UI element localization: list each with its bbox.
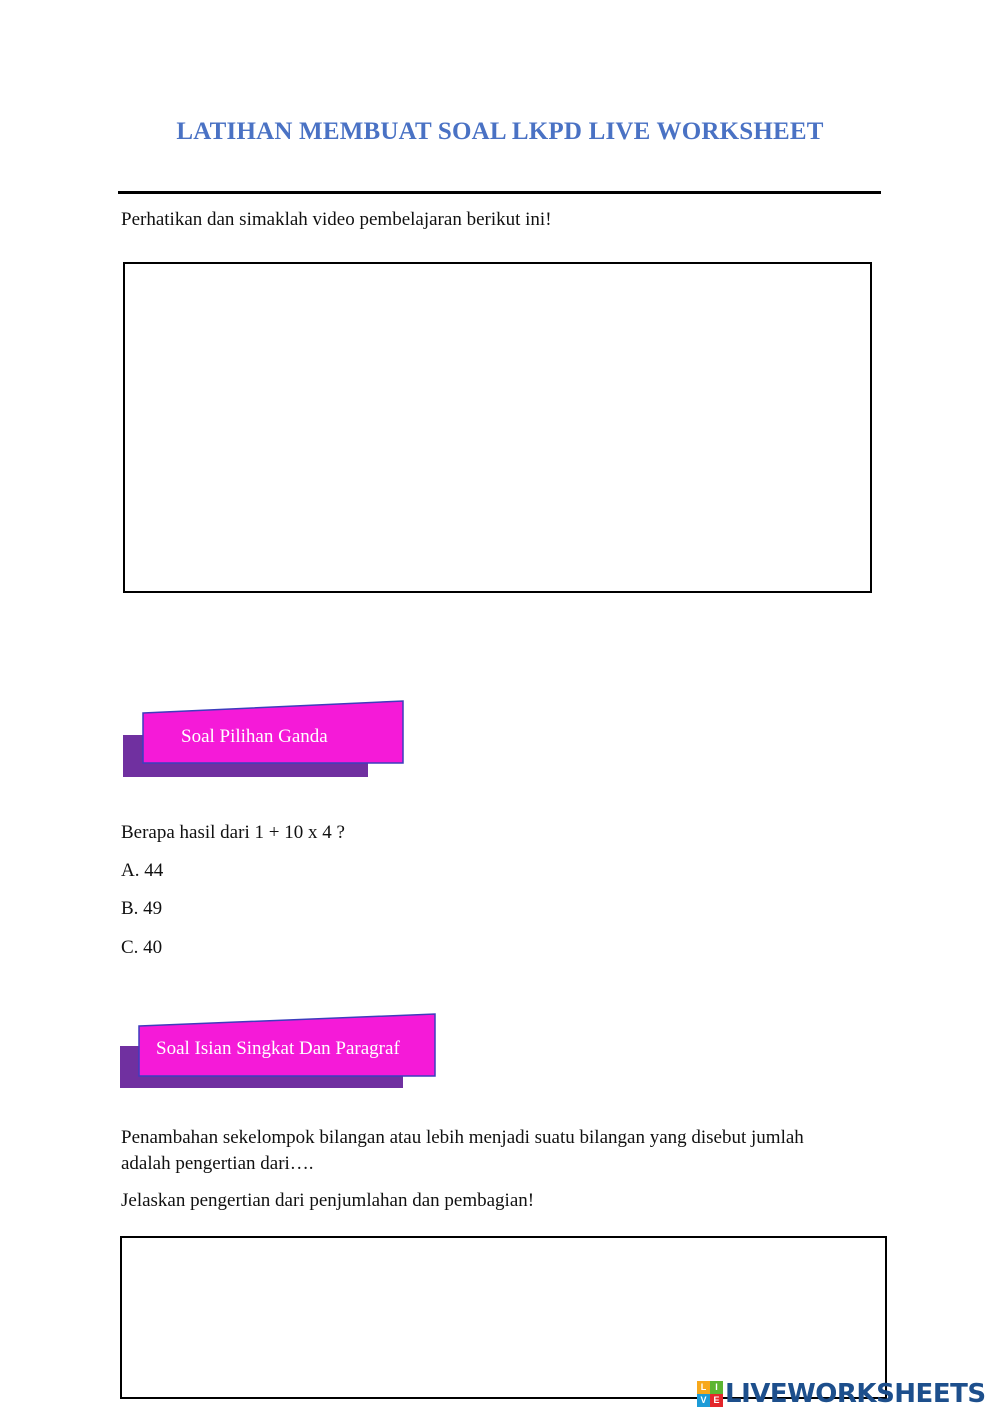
logo-icon-letter: L <box>697 1381 710 1394</box>
option-b[interactable]: B. 49 <box>121 898 163 919</box>
question-text: Jelaskan pengertian dari penjumlahan dan pembagian! <box>121 1190 535 1211</box>
question-text-line-1: Penambahan sekelompok bilangan atau lebih menjadi suatu bilangan yang disebut jumlah <box>121 1127 804 1148</box>
question-text-line-2: adalah pengertian dari…. <box>121 1153 314 1174</box>
question-text: Berapa hasil dari 1 + 10 x 4 ? <box>121 822 345 843</box>
section-banner-short-answer <box>120 1013 438 1091</box>
logo-icon-letter: E <box>710 1394 723 1407</box>
title-divider <box>118 191 881 194</box>
liveworksheets-logo <box>697 1378 986 1410</box>
option-c[interactable]: C. 40 <box>121 937 163 958</box>
banner-label: Soal Isian Singkat Dan Paragraf <box>156 1038 400 1059</box>
section-banner-multiple-choice <box>123 700 405 780</box>
page-title: LATIHAN MEMBUAT SOAL LKPD LIVE WORKSHEET <box>176 118 824 145</box>
banner-label: Soal Pilihan Ganda <box>181 726 328 747</box>
logo-text: LIVEWORKSHEETS <box>725 1379 986 1409</box>
intro-instruction: Perhatikan dan simaklah video pembelajaran berikut ini! <box>121 209 552 230</box>
video-embed-box[interactable] <box>123 262 872 593</box>
option-a[interactable]: A. 44 <box>121 860 164 881</box>
answer-textbox[interactable] <box>120 1236 887 1399</box>
logo-icon <box>697 1381 723 1407</box>
logo-icon-letter: I <box>710 1381 723 1394</box>
logo-icon-letter: V <box>697 1394 710 1407</box>
